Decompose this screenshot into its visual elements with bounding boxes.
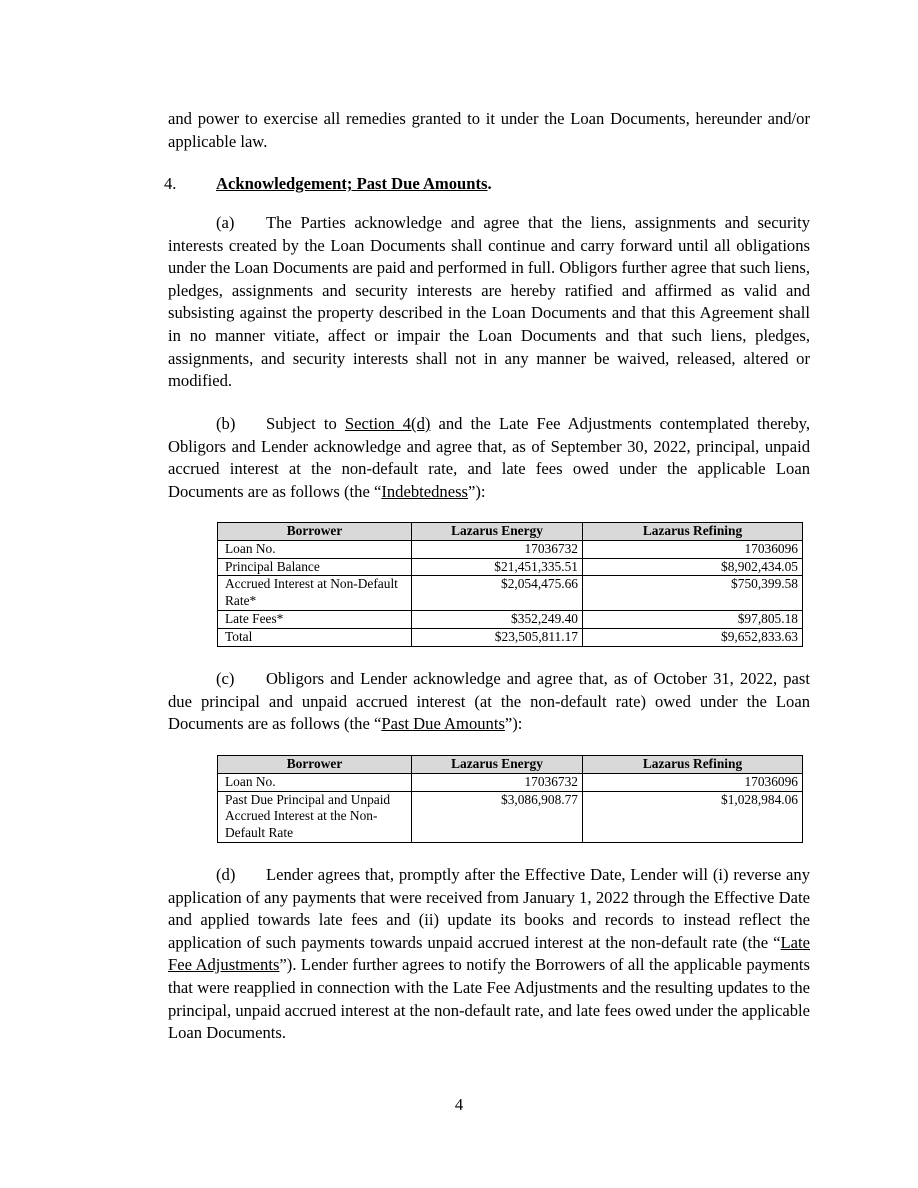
defined-term-indebtedness: Indebtedness [381, 481, 468, 501]
table-row [218, 628, 803, 646]
row-label-cell: Accrued Interest at Non-Default Rate* [218, 576, 412, 611]
value-cell: $21,451,335.51 [412, 558, 583, 576]
table-header-cell: Lazarus Refining [583, 523, 803, 541]
paragraph-d-text-before: Lender agrees that, promptly after the Effective Date, Lender will (i) reverse any application of any payments that were received from January 1, 2022 through the Effective Date and applied towards late fees and (ii) update its books and records to instead reflect the application of such payments towards unpaid accrued interest at the non-default rate (the “ [168, 865, 810, 952]
paragraph-d [168, 864, 810, 1045]
section-number: 4. [164, 174, 177, 193]
value-cell: $2,054,475.66 [412, 576, 583, 611]
table-header-row [218, 523, 803, 541]
value-cell: 17036732 [412, 773, 583, 791]
paragraph-a-label: (a) [216, 213, 235, 232]
value-cell: $1,028,984.06 [583, 791, 803, 842]
value-cell: $750,399.58 [583, 576, 803, 611]
value-cell: 17036096 [583, 540, 803, 558]
paragraph-a-text: The Parties acknowledge and agree that the liens, assignments and security interests created by the Loan Documents shall continue and carry forward until all obligations under the Loan Documents are paid and performed in full. Obligors further agree that such liens, pledges, assignments and security interests are hereby ratified and affirmed as valid and subsisting against the property described in the Loan Documents and that this Agreement shall in no manner vitiate, affect or impair the Loan Documents and that such liens, pledges, assignments, and security interests shall not in any manner be waived, released, altered or modified. [168, 213, 810, 391]
paragraph-b-label: (b) [216, 414, 236, 433]
table-row [218, 773, 803, 791]
table-header-cell: Lazarus Refining [583, 756, 803, 774]
past-due-amounts-table [217, 755, 803, 843]
table-header-row [218, 756, 803, 774]
row-label-cell: Late Fees* [218, 610, 412, 628]
paragraph-b [168, 413, 810, 503]
value-cell: $97,805.18 [583, 610, 803, 628]
paragraph-c-text-before: Obligors and Lender acknowledge and agree that, as of October 31, 2022, past due principal and unpaid accrued interest (at the non-default rate) owed under the Loan Documents are as follows (the “ [168, 669, 810, 734]
paragraph-b-text-middle: and the Late Fee Adjustments contemplated thereby, Obligors and Lender acknowledge and agree that, as of September 30, 2022, principal, unpaid accrued interest at the non-default rate, and late fees owed under the applicable Loan Documents are as follows (the “ [168, 414, 810, 501]
section-reference-link: Section 4(d) [344, 414, 431, 433]
value-cell: $8,902,434.05 [583, 558, 803, 576]
paragraph-c-text-after: ”): [504, 714, 523, 734]
table-header-cell: Borrower [218, 756, 412, 774]
indebtedness-table [217, 522, 803, 647]
row-label-cell: Loan No. [218, 773, 412, 791]
row-label-cell: Loan No. [218, 540, 412, 558]
section-title-period: . [487, 174, 492, 193]
defined-term-past-due-amounts: Past Due Amounts [381, 714, 505, 734]
row-label-cell: Past Due Principal and Unpaid Accrued Interest at the Non-Default Rate [218, 791, 412, 842]
paragraph-b-text-after: ”): [468, 481, 486, 501]
paragraph-c [168, 668, 810, 736]
row-label-cell: Total [218, 628, 412, 646]
value-cell: 17036732 [412, 540, 583, 558]
paragraph-b-text-before: Subject to [266, 414, 345, 433]
paragraph-a [168, 212, 810, 393]
value-cell: $352,249.40 [412, 610, 583, 628]
page-number: 4 [454, 1095, 464, 1114]
table-header-cell: Lazarus Energy [412, 523, 583, 541]
table-row [218, 558, 803, 576]
table-row [218, 610, 803, 628]
value-cell: 17036096 [583, 773, 803, 791]
table-row [218, 791, 803, 842]
intro-continuation: and power to exercise all remedies granted to it under the Loan Documents, hereunder and/or applicable law. [168, 109, 810, 151]
value-cell: $3,086,908.77 [412, 791, 583, 842]
table-row [218, 540, 803, 558]
paragraph-d-label: (d) [216, 865, 236, 884]
table-row [218, 576, 803, 611]
section-title: Acknowledgement; Past Due Amounts [216, 174, 488, 193]
paragraph-c-label: (c) [216, 669, 235, 688]
table-header-cell: Borrower [218, 523, 412, 541]
value-cell: $9,652,833.63 [583, 628, 803, 646]
table-header-cell: Lazarus Energy [412, 756, 583, 774]
row-label-cell: Principal Balance [218, 558, 412, 576]
paragraph-d-text-after: ”). Lender further agrees to notify the Borrowers of all the applicable payments that were reapplied in connection with the Late Fee Adjustments and the resulting updates to the principal, unpaid accrued interest at the non-default rate, and late fees owed under the applicable Loan Documents. [168, 955, 810, 1043]
defined-term-late-fee-adjustments: Late Fee Adjustments [168, 932, 810, 975]
value-cell: $23,505,811.17 [412, 628, 583, 646]
section-heading [164, 173, 806, 196]
